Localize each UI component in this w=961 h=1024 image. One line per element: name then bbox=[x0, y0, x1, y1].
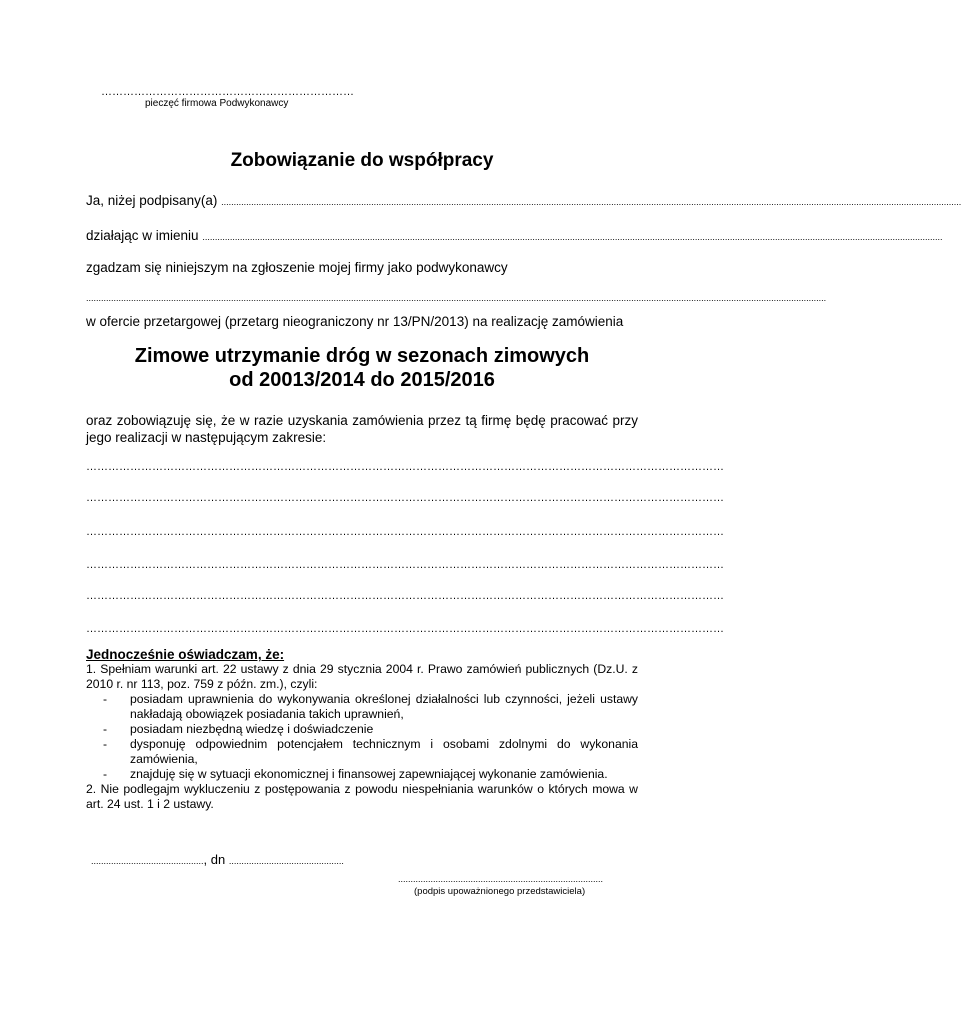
bullet-dash: - bbox=[103, 767, 108, 781]
scope-line[interactable]: ………………………………………………………………………………………………………………………………………………………… bbox=[86, 526, 724, 538]
bullet-dash: - bbox=[103, 737, 108, 751]
agree-text: zgadzam się niniejszym na zgłoszenie mojej firmy jako podwykonawcy bbox=[86, 260, 508, 275]
declaration-heading: Jednocześnie oświadczam, że: bbox=[86, 647, 285, 662]
place-fill-field[interactable]: ............................................. bbox=[91, 856, 204, 866]
signed-label: Ja, niżej podpisany(a) bbox=[86, 193, 218, 208]
subject-line-1: Zimowe utrzymanie dróg w sezonach zimowych bbox=[134, 345, 590, 367]
document-title: Zobowiązanie do współpracy bbox=[230, 150, 494, 171]
list-item: - znajduję się w sytuacji ekonomicznej i finansowej zapewniającej wykonanie zamówienia. bbox=[103, 767, 608, 781]
bullet-dash: - bbox=[103, 692, 108, 706]
signed-line bbox=[86, 193, 961, 208]
acting-label: działając w imieniu bbox=[86, 228, 199, 243]
declaration-section bbox=[86, 647, 638, 812]
signed-fill-field[interactable]: ........................................................................................................................................................................................................................................................................................................ bbox=[221, 197, 961, 207]
offer-text: w ofercie przetargowej (przetarg nieograniczony nr 13/PN/2013) na realizację zamówienia bbox=[86, 314, 624, 329]
date-fill-field[interactable]: .............................................. bbox=[228, 856, 344, 866]
place-date-line bbox=[91, 852, 344, 867]
declaration-point-2: 2. Nie podlegajm wykluczeniu z postępowania z powodu niespełniania warunków o których mowa w art. 24 ust. 1 i 2 ustawy. bbox=[86, 782, 638, 811]
scope-line[interactable]: ………………………………………………………………………………………………………………………………………………………… bbox=[86, 623, 724, 635]
acting-fill-field[interactable]: ........................................................................................................................................................................................................................................................................................................ bbox=[202, 232, 943, 242]
commitment-text: oraz zobowiązuję się, że w razie uzyskania zamówienia przez tą firmę będę pracować przy jego realizacji w następującym zakresie: bbox=[86, 413, 638, 445]
contract-subject bbox=[0, 344, 724, 392]
scope-line[interactable]: ………………………………………………………………………………………………………………………………………………………… bbox=[86, 590, 724, 602]
bullet-dash: - bbox=[103, 722, 108, 736]
signature-fill-field[interactable]: .................................................................................. bbox=[398, 874, 604, 884]
subject-line-2: od 20013/2014 do 2015/2016 bbox=[229, 369, 495, 391]
scope-line[interactable]: ………………………………………………………………………………………………………………………………………………………… bbox=[86, 559, 724, 571]
scope-line[interactable]: ………………………………………………………………………………………………………………………………………………………… bbox=[86, 492, 724, 504]
stamp-dotted-line: …………………………………………………………… bbox=[101, 86, 354, 98]
declaration-point-1: 1. Spełniam warunki art. 22 ustawy z dnia 29 stycznia 2004 r. Prawo zamówień publicznych (Dz.U. z 2010 r. nr 113, poz. 759 z późn. zm.), czyli: bbox=[86, 662, 638, 691]
stamp-label: pieczęć firmowa Podwykonawcy bbox=[145, 98, 289, 109]
subcontractor-fill-field[interactable]: ........................................................................................................................................................................................................................................................................................................ bbox=[86, 293, 827, 303]
declaration-bullet-list bbox=[86, 692, 638, 782]
list-item: - posiadam uprawnienia do wykonywania określonej działalności lub czynności, jeżeli ustawy nakładają obowiązek posiadania takich uprawnień, bbox=[103, 692, 638, 721]
signature-label: (podpis upoważnionego przedstawiciela) bbox=[414, 886, 586, 897]
acting-line bbox=[86, 228, 943, 243]
list-item: - posiadam niezbędną wiedzę i doświadczenie bbox=[103, 722, 374, 736]
scope-line[interactable]: ………………………………………………………………………………………………………………………………………………………… bbox=[86, 461, 724, 473]
comma-dn-label: , dn bbox=[203, 852, 226, 867]
list-item: - dysponuję odpowiednim potencjałem technicznym i osobami zdolnymi do wykonania zamówienia, bbox=[103, 737, 638, 766]
